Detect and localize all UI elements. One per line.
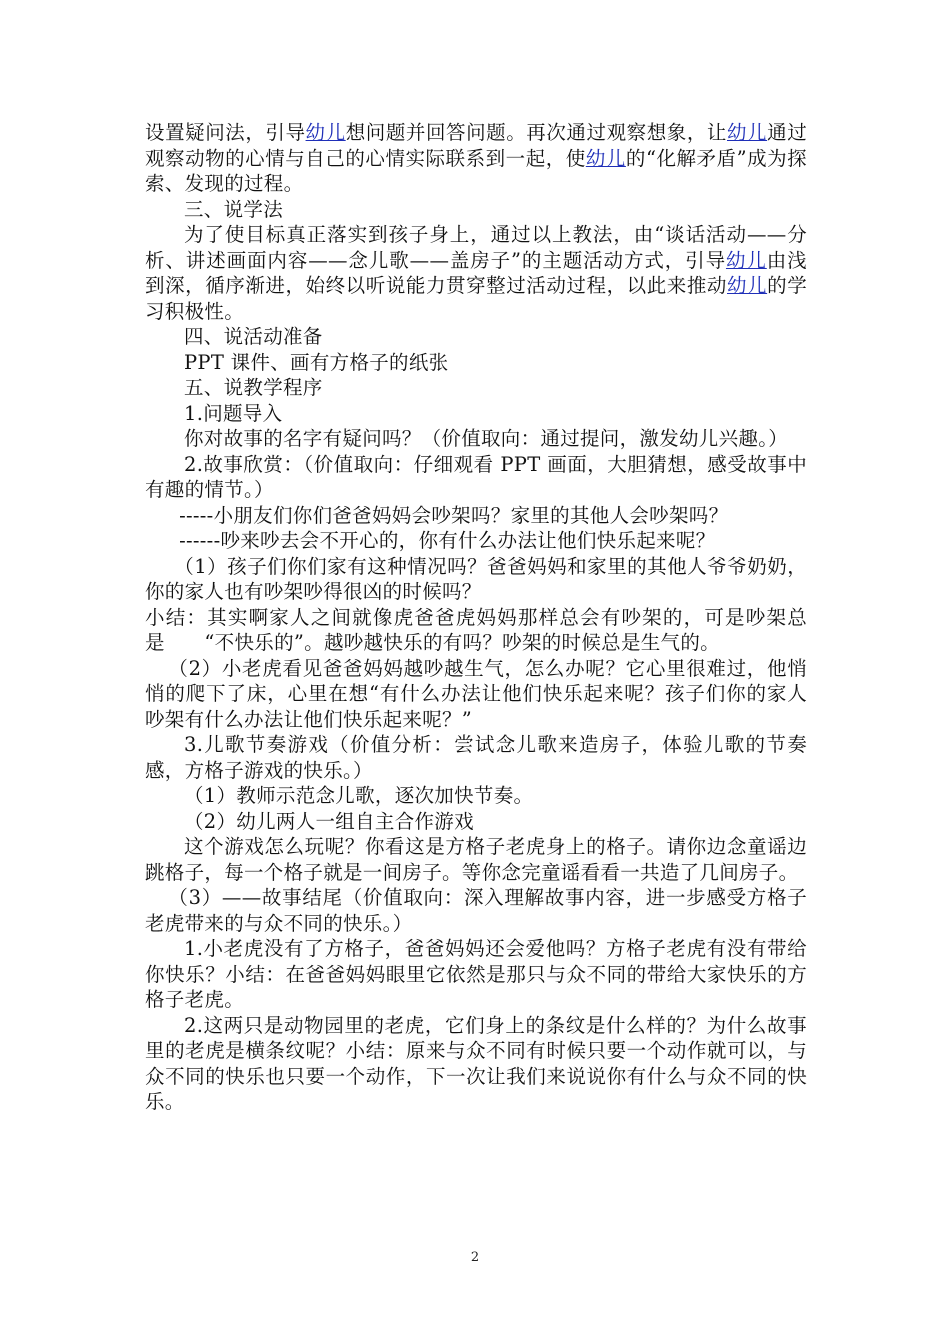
question-1: （1）孩子们你们家有这种情况吗？爸爸妈妈和家里的其他人爷爷奶奶，你的家人也有吵架吵得很凶的时候吗？	[145, 554, 807, 603]
paragraph-method	[145, 120, 807, 197]
heading-study-method: 三、说学法	[184, 197, 284, 221]
dialogue-line-1: -----小朋友们你们爸爸妈妈会吵架吗？家里的其他人会吵架吗？	[179, 503, 729, 527]
heading-procedure: 五、说教学程序	[184, 376, 323, 399]
text: 通过观察动物的心情与自己的心情实际联系到一起，使	[145, 121, 807, 170]
page-number: 2	[470, 1250, 480, 1265]
link-youer[interactable]: 幼儿	[305, 121, 346, 144]
link-youer[interactable]: 幼儿	[726, 121, 768, 144]
link-youer[interactable]: 幼儿	[726, 274, 768, 297]
link-youer[interactable]: 幼儿	[725, 248, 767, 272]
step-3-item-1: （1）教师示范念儿歌，逐次加快节奏。	[184, 784, 534, 807]
heading-preparation: 四、说活动准备	[184, 325, 323, 348]
summary-1: 小结：其实啊家人之间就像虎爸爸虎妈妈那样总会有吵架的，可是吵架总是 “不快乐的”。越吵越快乐的有吗？吵架的时候总是生气的。	[145, 605, 807, 654]
text: 的学习积极性。	[145, 274, 807, 323]
ending-question-1: 1.小老虎没有了方格子，爸爸妈妈还会爱他吗？方格子老虎有没有带给你快乐？小结：在爸爸妈妈眼里它依然是那只与众不同的带给大家快乐的方格子老虎。	[145, 937, 807, 1011]
step-2-title: 2.故事欣赏：（价值取向：仔细观看 PPT 画面，大胆猜想，感受故事中有趣的情节。）	[145, 452, 807, 501]
text: 为了使目标真正落实到孩子身上，通过以上教法，由“谈话活动——分析、讲述画面内容——念儿歌——盖房子”的主题活动方式，引导	[145, 223, 807, 272]
text: 设置疑问法，引导	[145, 121, 306, 144]
text: 由浅到深，循序渐进，始终以听说能力贯穿整过活动过程，以此来推动	[145, 248, 807, 297]
question-2: （2）小老虎看见爸爸妈妈越吵越生气，怎么办呢？它心里很难过，他悄悄的爬下了床，心里在想“有什么办法让他们快乐起来呢？孩子们你的家人吵架有什么办法让他们快乐起来呢？”	[145, 656, 807, 731]
dialogue-line-2: ------吵来吵去会不开心的，你有什么办法让他们快乐起来呢？	[179, 529, 716, 552]
step-1-title: 1.问题导入	[184, 401, 283, 425]
ending-question-2: 2.这两只是动物园里的老虎，它们身上的条纹是什么样的？为什么故事里的老虎是横条纹呢？小结：原来与众不同有时候只要一个动作就可以，与众不同的快乐也只要一个动作，下一次让我们来说说你有什么与众不同的快乐。	[145, 1013, 807, 1113]
document-body	[145, 120, 807, 1115]
step-3-item-3: （3）——故事结尾（价值取向：深入理解故事内容，进一步感受方格子老虎带来的与众不同的快乐。）	[145, 886, 807, 935]
step-1-question: 你对故事的名字有疑问吗？（价值取向：通过提问，激发幼儿兴趣。）	[184, 427, 789, 450]
step-3-game-text: 这个游戏怎么玩呢？你看这是方格子老虎身上的格子。请你边念童谣边跳格子，每一个格子就是一间房子。等你念完童谣看看一共造了几间房子。	[145, 835, 807, 884]
text: 想问题并回答问题。再次通过观察想象，让	[345, 121, 727, 144]
paragraph-study-method	[145, 222, 807, 324]
preparation-text: PPT 课件、画有方格子的纸张	[184, 350, 449, 374]
step-3-item-2: （2）幼儿两人一组自主合作游戏	[184, 809, 474, 833]
text: 的“化解矛盾”成为探索、发现的过程。	[145, 146, 807, 195]
step-3-title: 3.儿歌节奏游戏（价值分析：尝试念儿歌来造房子，体验儿歌的节奏感，方格子游戏的快乐。）	[145, 733, 807, 782]
link-youer[interactable]: 幼儿	[585, 146, 626, 170]
